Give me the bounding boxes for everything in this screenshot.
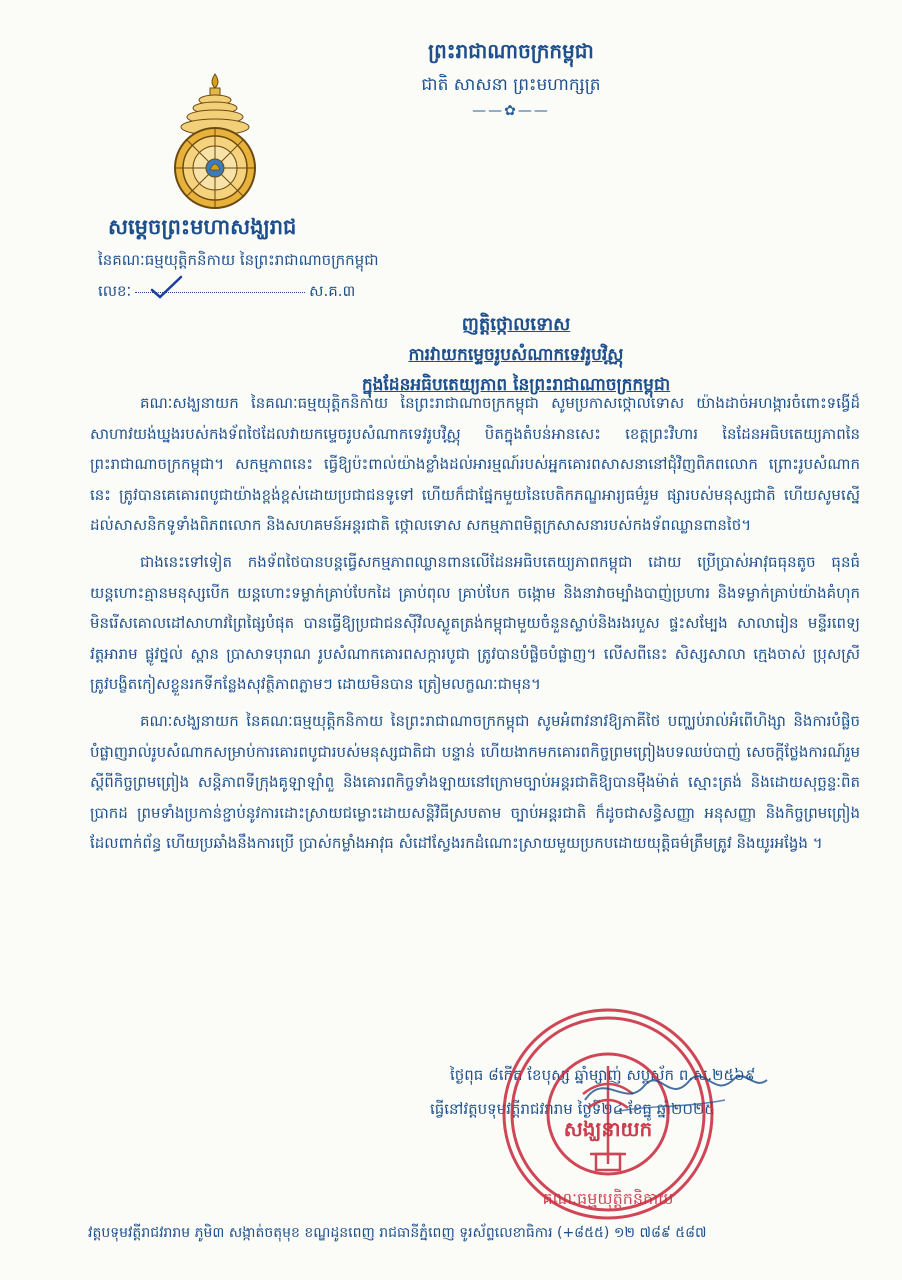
footer-address: វត្តបទុមវត្តីរាជវរារាម ភូមិ៣ សង្កាត់ចតុមុខ ខណ្ឌដូនពេញ រាជធានីភ្នំពេញ ទូរស័ព្ទលេខាធិការ (+៨៥៥) ១២ ៧៨៩ ៥៨៧ xyxy=(88,1225,707,1241)
solar-date: ធ្វើនៅវត្តបទុមវត្តីរាជវរារាម ថ្ងៃទី២៤ ខែធ្នូ ឆ្នាំ២០២៥ xyxy=(430,1100,715,1118)
reference-suffix: ស.គ.៣ xyxy=(309,282,356,300)
statement-body xyxy=(90,388,860,865)
statement-subtitle: ការវាយកម្ទេចរូបសំណាកទេវរូបវិស្ណុ xyxy=(408,345,624,365)
national-motto: ជាតិ សាសនា ព្រះមហាក្សត្រ xyxy=(421,75,601,95)
seal-role-text: សង្ឃនាយក xyxy=(563,1117,653,1141)
seal-ring-text: គណៈធម្មយុត្តិកនិកាយ xyxy=(542,1189,674,1208)
statement-titles xyxy=(0,312,902,399)
reference-number xyxy=(98,282,355,304)
reference-label: លេខៈ xyxy=(98,282,132,300)
signature-icon xyxy=(575,1050,775,1130)
statement-title: ញត្តិថ្កោលទោស xyxy=(461,314,571,335)
sender-block xyxy=(98,214,379,273)
lunar-date: ថ្ងៃពុធ ៨កើត ខែបុស្ស ឆ្នាំម្សាញ់ សប្តស័ក ព.ស.២៥៦៩ xyxy=(450,1066,756,1084)
body-paragraph-1: គណៈសង្ឃនាយក នៃគណៈធម្មយុត្តិកនិកាយ នៃព្រះរាជាណាចក្រកម្ពុជា សូមប្រកាសថ្កោលទោស យ៉ាងដាច់អហង្ការចំពោះទង្វើដ៏សាហាវយង់ឃ្នងរបស់កងទ័ពថៃដែលវាយកម្ទេចរូបសំណាកទេវរូបវិស្ណុ បិតក្នុងតំបន់អានសេះ ខេត្តព្រះវិហារ នៃដែនអធិបតេយ្យភាពនៃព្រះរាជាណាចក្រកម្ពុជា។ សកម្មភាពនេះ ធ្វើឱ្យប៉ះពាល់យ៉ាងខ្លាំងដល់អារម្មណ៍របស់អ្នកគោរពសាសនានៅជុំវិញពិភពលោក ព្រោះរូបសំណាកនេះ ត្រូវបានគេគោរពបូជាយ៉ាងខ្ពង់ខ្ពស់ដោយប្រជាជនទូទៅ ហើយក៏ជាផ្នែកមួយនៃបេតិកភណ្ឌអារ្យធម៌រួម ផ្សារបស់មនុស្សជាតិ ហើយសូមស្នើដល់សាសនិកទូទាំងពិភពលោក និងសហគមន៍អន្តរជាតិ ថ្កោលទោស សកម្មភាពមិត្តក្រសាសនារបស់កងទ័ពឈ្លានពានថៃ។ xyxy=(90,394,860,535)
statement-subtitle-location: ក្នុងដែនអធិបតេយ្យភាព នៃព្រះរាជាណាចក្រកម្ពុជា xyxy=(361,375,671,395)
sender-title: សម្តេចព្រះមហាសង្ឃរាជ xyxy=(108,215,297,239)
body-paragraph-3: គណៈសង្ឃនាយក នៃគណៈធម្មយុត្តិកនិកាយ នៃព្រះរាជាណាចក្រកម្ពុជា សូមអំពាវនាវឱ្យភាគីថៃ បញ្ឈប់រាល់អំពើហិង្សា និងការបំផ្លិចបំផ្លាញរាល់រូបសំណាកសម្រាប់ការគោរពបូជារបស់មនុស្សជាតិជា បន្ទាន់ ហើយងាកមកគោរពកិច្ចព្រមព្រៀងបទឈប់បាញ់ សេចក្តីថ្លែងការណ៍រួមស្តីពីកិច្ចព្រមព្រៀង សន្តិភាពទីក្រុងគូឡាឡាំពួ និងគោរពកិច្ចទាំងឡាយនៅក្រោមច្បាប់អន្តរជាតិឱ្យបានម៉ឺងម៉ាត់ ស្មោះត្រង់ និងដោយសុច្ឆន្ទៈពិតប្រាកដ ព្រមទាំងប្រកាន់ខ្ជាប់នូវការដោះស្រាយជម្លោះដោយសន្តិវិធីស្របតាម ច្បាប់អន្តរជាតិ ក៏ដូចជាសន្ធិសញ្ញា អនុសញ្ញា និងកិច្ចព្រមព្រៀងដែលពាក់ព័ន្ធ ហើយប្រឆាំងនឹងការប្រើ ប្រាស់កម្លាំងអាវុធ សំដៅស្វែងរកដំណោះស្រាយមួយប្រកបដោយយុត្តិធម៌ត្រឹមត្រូវ និងយូរអង្វែង ។ xyxy=(90,711,860,853)
header-ornament: ——✿—— xyxy=(472,103,550,119)
body-paragraph-2: ជាងនេះទៅទៀត កងទ័ពថៃបានបន្តធ្វើសកម្មភាពឈ្លានពានលើដែនអធិបតេយ្យភាពកម្ពុជា ដោយ ប្រើប្រាស់អាវុធធុនតូច ធុនធំ យន្តហោះគ្មានមនុស្សបើក យន្តហោះទម្លាក់គ្រាប់បែកដៃ គ្រាប់ពុល គ្រាប់បែក ចង្កោម និងនាវាចម្បាំងបាញ់ប្រហារ និងទម្លាក់គ្រាប់យ៉ាងគំហុកមិនរើសគោលដៅសាហាវព្រៃផ្សៃបំផុត បានធ្វើឱ្យប្រជាជនស៊ីវិលស្លូតត្រង់កម្ពុជាមួយចំនួនស្លាប់និងរងរបួស ផ្ទះសម្បែង សាលារៀន មន្ទីរពេទ្យ វត្តអារាម ផ្លូវថ្នល់ ស្ពាន ប្រាសាទបុរាណ រូបសំណាកគោរពសក្ការបូជា ត្រូវបានបំផ្លិចបំផ្លាញ។ លើសពីនេះ សិស្សសាលា ក្មេងចាស់ ប្រុសស្រី ត្រូវបង្ខិតកៀសខ្លួនរកទីកន្លែងសុវត្ថិភាពភ្លាមៗ ដោយមិនបាន ត្រៀមលក្ខណៈជាមុន។ xyxy=(90,552,860,694)
national-header xyxy=(0,38,902,119)
kingdom-title: ព្រះរាជាណាចក្រកម្ពុជា xyxy=(428,39,594,63)
checkmark-icon xyxy=(148,274,184,300)
sender-order: នៃគណៈធម្មយុត្តិកនិកាយ នៃព្រះរាជាណាចក្រកម្ពុជា xyxy=(98,251,379,269)
